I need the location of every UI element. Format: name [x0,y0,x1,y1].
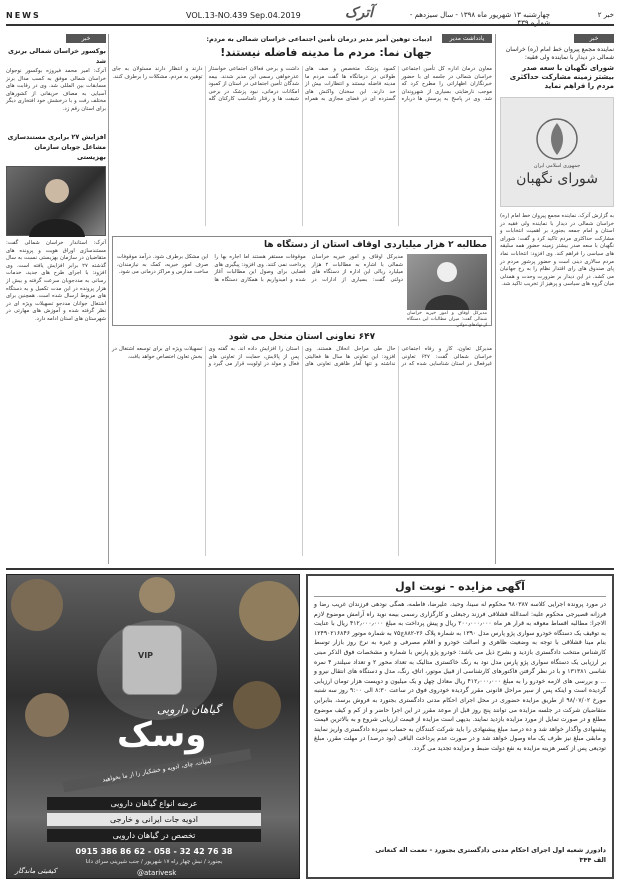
logo-text: شورای نگهبان [516,171,598,187]
vip-badge: VIP [138,651,154,660]
center-low-article [112,332,492,562]
notice-body: در مورد پرونده اجرایی کلاسه ۹۸۰۳۸۷ محکوم له سینا، وحید، علیرضا، فاطمه، همگی نودهی فرزندان غریب رضا و فرزانه قصیرجی محکوم علیه: اسدالله قشلاقی فرزند رجبعلی و کارگزاری رسمی بیمه نوید راه آرامش موضوع لازم الاجرا: مطالبه اقساط معوقه به قرار هر ماه ۲۰۰٫۰۰۰٫۰۰۰ ریال و پیش پرداخت به مبلغ ۴۱۲٫۰۰۰٫۰۰۰ ریال با عنایت به توقیف یک دستگاه خودرو سواری پژو پارس مدل ۱۳۹۰ به شماره پلاک ۲۶-۸۸۲ج۷۵ به شماره موتور ۱۲۴۹۰۲۱۶۸۴۶ بنام مینا قشلاقی با توجه به وضعیت ظاهری و اصالت خودرو و اقلام مصرفی و غیره به نرخ روز بازار توسط کارشناس منتخب دادگستری بازدید و بشرح ذیل می باشد: خودرو پژو پارس با شماره و مشخصات فوق الذکر مبنی بر ارزیابی یک دستگاه سواری پژو پارس مدل نود به رنگ خاکستری متالیک به تعداد محور ۲ و تعداد سیلندر ۴ نمره شاسی ۱۳۱۳۸۱ و با در نظر گرفتن فاکتورهای کارشناسی از قبیل موتور، اتاق، رنگ، مدل و دستگاه های انتقال نیرو و ... و بررسی های لازمه خودرو را به مبلغ ۴۱۲٫۰۰۰٫۰۰۰ ریال معادل چهل و یک میلیون و دویست هزار تومان ارزیابی گردیده است و اینکه پس از سیر مراحل قانونی مقرر گردیده خودروی فوق در ساعت ۸:۳۰ الی ۹:۰۰ روز سه شنبه مورخ ۹۸/۰۷/۰۲ از طریق مزایده حضوری در محل اجرای احکام مدنی دادگستری بجنورد به فروش برسد، بنابراین متقاضیان شرکت در جلسه مزایده می توانند پنج روز قبل از موعد مقرر در این اجرا حاضر و از کم و کیف موضوع مطلع و در صورت تمایل از مورد مزایده بازدید نمایند. بدیهی است مزایده از قیمت ارزیابی شروع و به بالاترین قیمت پیشنهادی واگذار خواهد شد و ده درصد مبلغ پیشنهادی را باید شرکت کنندگان به حساب سپرده دادگستری واریز نمایند و مابقی مبلغ نیز ظرف یک ماه وصول خواهد شد و در صورت عدم پرداخت الباقی (نود درصد) در مهلت مقرر، مبلغ تودیعی پس از کسر هزینه مزایده به نفع دولت ضبط و مزایده تجدید می گردد. [313,601,607,752]
store-address: بجنورد / نبش چهار راه ۱۷ شهریور / جنب شیرینی سرای دانا [85,859,223,865]
brand-subtitle: گیاهان دارویی [157,703,221,716]
newspaper-logo: آترک [344,5,374,21]
right-article-kicker: نماینده مجمع پیروان خط امام (ره) خراسان شمالی در دیدار با نماینده ولی فقیه: [505,46,614,61]
left-body-2: آترک: استاندار خراسان شمالی گفت: مستندسازی اوراق هویت و پرونده های متقاضیان در سازمان بهزیستی نسبت به سال گذشته ۲۷ برابر افزایش یافته است. وی افزود: با اجرای طرح های جدید، خدمات رسانی به مددجویان سرعت گرفته و بیش از هزار پرونده در این مدت تکمیل و به دستگاه های مربوط ارسال شده است. همچنین برای اشتغال جوانان مددجو تسهیلات ویژه ای در نظر گرفته شده و آموزش های مهارتی در شهرستان های استان ادامه دارد. [6,240,106,322]
person-silhouette-icon [7,167,107,237]
phone-numbers: 0915 386 86 62 - 058 - 32 42 76 38 [75,847,233,856]
official-photo [6,166,106,236]
notice-title: آگهی مزایده - نوبت اول [314,580,606,597]
left-column-tab: خبر [66,34,106,43]
left-headline-1: بوکسور خراسان شمالی برنزی شد [8,47,106,65]
product-jar [122,625,182,695]
brand-name: وسک [117,715,207,755]
center-low-body: مدیرکل تعاون، کار و رفاه اجتماعی خراسان شمالی گفت: ۶۴۷ تعاونی غیرفعال در استان شناسایی شده که در حال طی مراحل انحلال هستند. وی افزود: این تعاونی ها سال ها فعالیتی نداشته و تنها آمار ظاهری تعاونی های استان را افزایش داده اند. به گفته وی پس از پالایش، حمایت از تعاونی های فعال و مولد در اولویت قرار می گیرد و تسهیلات ویژه ای برای توسعه اشتغال در بخش تعاون اختصاص خواهد یافت. [112,346,492,368]
ad-slogan: کیفیتی ماندگار [15,867,57,875]
photo-caption: مدیرکل اوقاف و امور خیریه خراسان شمالی گفت: میزان مطالبات این دستگاه از نهادهای دولتی [407,311,487,328]
center-top-body: معاون درمان اداره کل تأمین اجتماعی خراسان شمالی در جلسه ای با حضور خبرنگاران اظهاراتی را مطرح کرد که موجب نارضایتی بسیاری از شهروندان شد. وی در پاسخ به پرسش ها درباره کمبود پزشک متخصص و صف های طولانی در درمانگاه ها گفت مردم ما مدینه فاضله نیستند و انتظارات بیش از حد دارند. این سخنان واکنش های گسترده ای در فضای مجازی به همراه داشت و برخی فعالان اجتماعی خواستار عذرخواهی رسمی این مدیر شدند. بیمه شدگان تأمین اجتماعی در استان از کمبود امکانات درمانی، نبود پزشک در برخی شیفت ها و رفتار نامناسب کارکنان گله دارند و انتظار دارند مسئولان به جای توهین به مردم، مشکلات را برطرف کنند. [112,66,492,103]
service-line-2: ادویه جات ایرانی و خارجی [47,813,261,826]
left-column [6,34,106,564]
service-line-3: تخصص در گیاهان دارویی [47,829,261,842]
page-header [6,6,614,26]
center-mid-body: مدیرکل اوقاف و امور خیریه خراسان شمالی با اشاره به مطالبات ۲ هزار میلیارد ریالی این اداره از دستگاه های دولتی گفت: بسیاری از ادارات در موقوفات مستقر هستند اما اجاره بها را پرداخت نمی کنند. وی افزود: پیگیری های قضایی برای وصول این مطالبات آغاز شده و امیدواریم با همکاری دستگاه ها این مشکل برطرف شود. درآمد موقوفات صرف امور خیریه، کمک به نیازمندان، ساخت مدارس و مراکز درمانی می شود. [117,254,403,283]
center-mid-headline: مطالبه ۲ هزار میلیاردی اوقاف استان از دستگاه ها [264,240,487,250]
left-body-1: آترک: امیر محمد فیروزه بوکسور نوجوان خراسان شمالی موفق به کسب مدال برنز مسابقات بین المللی شد. وی در رقابت های آسیایی به مصاف حریفانی از کشورهای مختلف رفت و با درخشش خود افتخاری دیگر برای استان رقم زد. [6,68,106,112]
right-column [500,34,614,564]
logo-caption: جمهوری اسلامی ایران [533,163,581,169]
ad-tagline: لبنیات، چای، ادویه و خشکبار را از ما بخواهید [62,749,251,793]
vesk-advertisement [6,574,300,879]
auction-notice [306,574,614,879]
center-low-headline: ۶۴۷ تعاونی استان منحل می شود [228,332,376,342]
emblem-icon [527,117,587,161]
right-article-body: به گزارش آترک، نماینده مجمع پیروان خط امام (ره) خراسان شمالی در دیدار با نماینده ولی فقیه در استان و امام جمعه بجنورد بر اهمیت انتخابات و مشارکت حداکثری مردم تاکید کرد و گفت: شورای نگهبان با سعه صدر بیشتر زمینه حضور همه سلیقه های سیاسی را فراهم کند. وی افزود: انتخابات نماد مردم سالاری دینی است و حضور پرشور مردم در پای صندوق های رای اقتدار نظام را به رخ جهانیان می کشد. در این دیدار بر ضرورت وحدت و همدلی میان گروه های سیاسی و پرهیز از تخریب تاکید شد. [500,213,614,288]
center-kicker: ادبیات توهین آمیز مدیر درمان تأمین اجتماعی خراسان شمالی به مردم: [206,35,432,43]
section-label: NEWS [6,11,41,20]
column-divider-left [108,34,109,564]
center-top-article [112,34,492,230]
center-mid-article [112,236,492,326]
guardian-council-logo [500,97,614,207]
right-article-headline: شورای نگهبان با سعه صدر بیشتر زمینه مشارکت حداکثری مردم را فراهم نماید [509,64,614,90]
notice-signature: دادورز شعبه اول اجرای احکام مدنی دادگستری بجنورد - نعمت اله کنعانی [375,846,606,854]
cleric-photo [407,254,487,310]
section-divider [6,568,614,570]
notice-reference: الف ۳۴۴ [579,856,606,864]
person-silhouette-icon [407,254,487,310]
center-headline: جهان نما: مردم ما مدینه فاضله نیستند! [220,46,432,59]
right-column-tab: خبر [574,34,614,43]
left-headline-2: افزایش ۲۷ برابری مستندسازی مشاغل جوبان سازمان بهزیستی [7,133,106,161]
page-number: خبر ۲ [597,11,614,19]
instagram-handle: @atarivesk [137,869,177,877]
column-divider [495,34,496,564]
issue-date: چهارشنبه ۱۳ شهریور ماه ۱۳۹۸ - سال سیزدهم - شماره ۴۳۹ [409,11,550,27]
center-tab: یادداشت مدیر [442,34,492,43]
service-line-1: عرضه انواع گیاهان دارویی [47,797,261,810]
volume-info: VOL.13-NO.439 Sep.04.2019 [186,11,301,20]
